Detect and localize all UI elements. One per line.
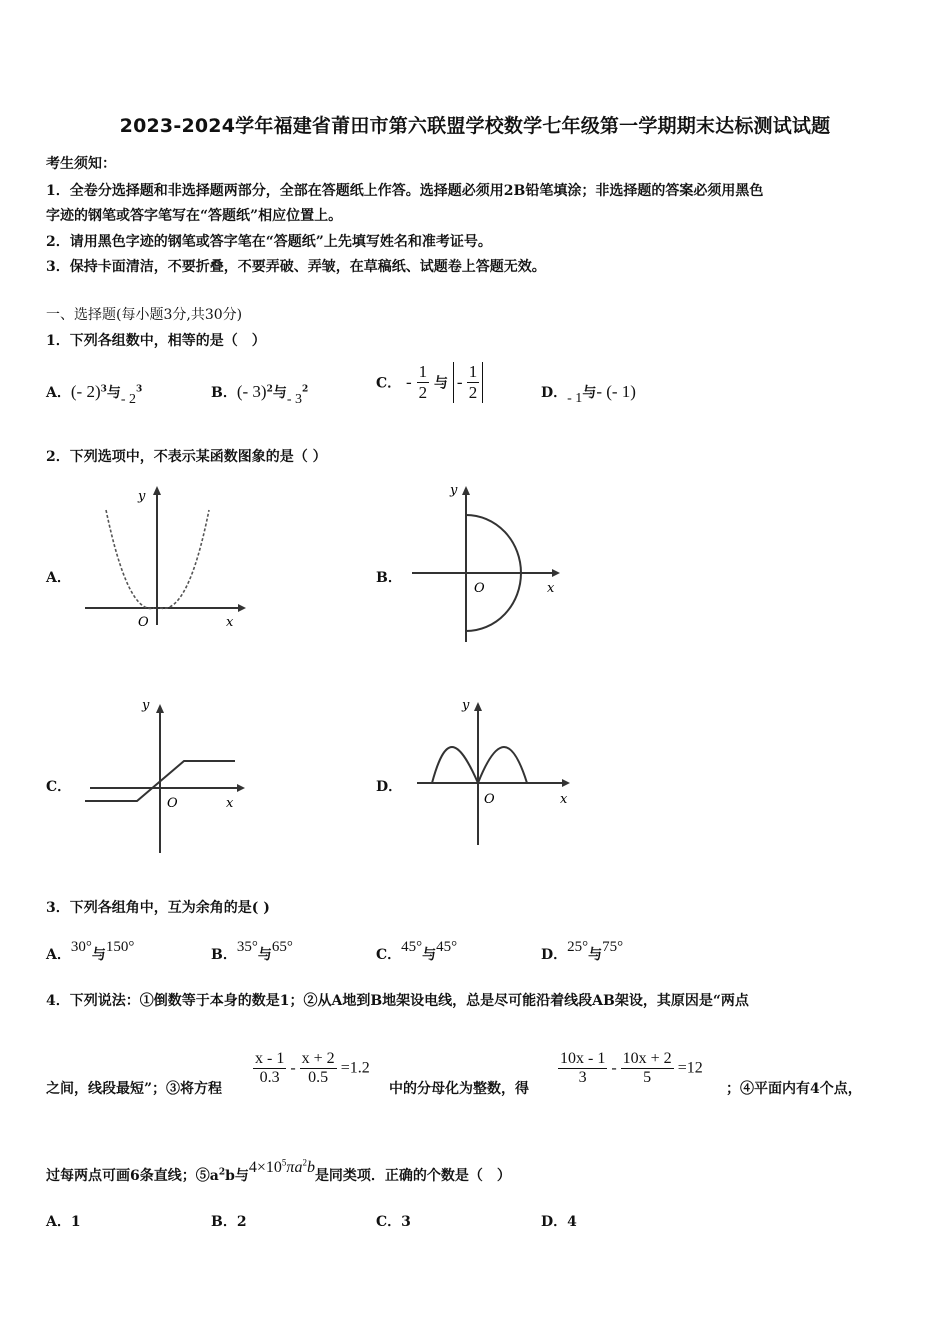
q4-line-3b: 是同类项．正确的个数是（ ） xyxy=(314,1168,511,1184)
q2-graph-c xyxy=(85,695,255,860)
q3-d-angle2: 75° xyxy=(602,939,624,955)
notice-line-1b: 字迹的钢笔或答字笔写在“答题纸”相应位置上。 xyxy=(46,208,343,224)
q2-graph-d xyxy=(412,695,582,855)
q4-eq1-den1: 0.3 xyxy=(259,1069,280,1086)
section-heading: 一、选择题(每小题3分,共30分) xyxy=(46,307,243,323)
q1-c-fraction xyxy=(417,362,430,403)
q4-option-b[interactable]: B．2 xyxy=(211,1214,247,1230)
q4-equation-2 xyxy=(558,1050,703,1087)
q4-line-3a: 过每两点可画6条直线；⑤ xyxy=(46,1168,210,1184)
q1-a-right-exp: 3 xyxy=(136,384,143,395)
q4-option-d[interactable]: D．4 xyxy=(541,1214,577,1230)
q4-ab-a: a xyxy=(209,1168,219,1184)
q4-line-3 xyxy=(46,1157,511,1185)
q3-d-yu: 与 xyxy=(588,947,603,963)
q2-option-b[interactable]: B． xyxy=(376,570,402,586)
q3-stem: 3．下列各组角中，互为余角的是( ) xyxy=(46,900,270,916)
q4-eq1-op: - xyxy=(290,1059,296,1077)
q3-b-angle2: 65° xyxy=(271,939,293,955)
q1-c-abs xyxy=(453,362,483,403)
q2-option-a[interactable]: A． xyxy=(46,570,71,586)
q4-eq2-den2: 5 xyxy=(643,1069,652,1086)
q4-eq2-den1: 3 xyxy=(578,1069,587,1086)
q1-c-yu: 与 xyxy=(433,375,448,392)
q1-a-yu: 与 xyxy=(106,385,121,401)
q4-eq2-num2: 10x + 2 xyxy=(622,1050,672,1067)
q2-graph-a xyxy=(80,480,250,630)
q1-d-label: D． xyxy=(541,385,568,401)
q1-a-right: - 2 xyxy=(120,392,137,407)
q3-a-label: A． xyxy=(46,947,71,963)
q2-d-y-label: y xyxy=(462,698,470,713)
q4-option-c[interactable]: C．3 xyxy=(376,1214,411,1230)
q3-a-yu: 与 xyxy=(91,947,106,963)
q1-a-left-exp: 3 xyxy=(100,384,107,395)
q4-line-2a: 之间，线段最短”；③将方程 xyxy=(46,1081,223,1097)
q3-option-a[interactable] xyxy=(46,936,135,963)
q2-option-d[interactable]: D． xyxy=(376,779,403,795)
q3-c-label: C． xyxy=(376,947,402,963)
q2-graph-b xyxy=(410,480,570,650)
q3-option-d[interactable] xyxy=(541,936,624,963)
q4-eq2-num1: 10x - 1 xyxy=(560,1050,606,1067)
q2-b-origin: O xyxy=(474,581,485,596)
q1-c-label: C． xyxy=(376,375,402,392)
q2-a-origin: O xyxy=(138,615,149,630)
q1-c-abs-den: 2 xyxy=(468,383,478,402)
q3-d-label: D． xyxy=(541,947,568,963)
q2-a-x-label: x xyxy=(226,615,234,630)
q3-option-b[interactable] xyxy=(211,936,293,963)
q4-eq2-op: - xyxy=(611,1059,617,1077)
q1-option-a[interactable] xyxy=(46,382,143,407)
q2-a-y-label: y xyxy=(138,489,146,504)
q2-c-y-label: y xyxy=(142,698,150,713)
q4-eq1-den2: 0.5 xyxy=(308,1069,329,1086)
q4-line-2c: ；④平面内有4个点， xyxy=(726,1081,862,1097)
q2-c-origin: O xyxy=(167,796,178,811)
q1-b-left: (- 3) xyxy=(236,382,267,401)
notice-line-2: 2．请用黑色字迹的钢笔或答字笔在“答题纸”上先填写姓名和准考证号。 xyxy=(46,234,492,250)
q1-b-yu: 与 xyxy=(272,385,287,401)
q3-option-c[interactable] xyxy=(376,936,458,963)
q3-a-angle2: 150° xyxy=(105,939,135,955)
q1-b-left-exp: 2 xyxy=(266,384,273,395)
q4-line-2b: 中的分母化为整数，得 xyxy=(389,1081,529,1097)
q3-a-angle1: 30° xyxy=(70,939,92,955)
q4-yu: 与 xyxy=(234,1168,249,1184)
q1-b-right: - 3 xyxy=(286,392,303,407)
q4-option-a[interactable]: A．1 xyxy=(46,1214,81,1230)
q3-d-angle1: 25° xyxy=(567,939,589,955)
q1-option-c[interactable] xyxy=(376,362,483,403)
notice-line-3: 3．保持卡面清洁，不要折叠，不要弄破、弄皱，在草稿纸、试题卷上答题无效。 xyxy=(46,259,546,275)
q4-ab-b: b xyxy=(225,1168,235,1184)
q1-b-right-exp: 2 xyxy=(302,384,309,395)
q1-option-b[interactable] xyxy=(211,382,309,407)
q4-eq2-rhs: =12 xyxy=(677,1059,703,1077)
q3-b-yu: 与 xyxy=(257,947,272,963)
q1-stem: 1．下列各组数中，相等的是（ ） xyxy=(46,333,266,349)
q1-d-right: - (- 1) xyxy=(596,382,636,401)
q2-b-y-label: y xyxy=(450,483,458,498)
q1-c-inner-neg: - xyxy=(456,372,463,392)
q3-c-angle2: 45° xyxy=(436,939,458,955)
notice-line-1a: 1．全卷分选择题和非选择题两部分，全部在答题纸上作答。选择题必须用2B铅笔填涂；非选择题的答案必须用黑色 xyxy=(46,183,764,199)
q4-ab-exp: 2 xyxy=(218,1167,226,1178)
q4-eq1-rhs: =1.2 xyxy=(340,1059,370,1077)
q2-option-c[interactable]: C． xyxy=(46,779,72,795)
q3-c-angle1: 45° xyxy=(401,939,423,955)
q1-b-label: B． xyxy=(211,385,237,401)
q1-c-den: 2 xyxy=(418,383,428,402)
q3-b-angle1: 35° xyxy=(236,939,258,955)
q1-a-label: A． xyxy=(46,385,71,401)
q1-c-neg: - xyxy=(406,372,412,392)
q1-c-num: 1 xyxy=(418,362,428,381)
page-title: 2023-2024学年福建省莆田市第六联盟学校数学七年级第一学期期末达标测试试题 xyxy=(119,115,831,137)
q4-eq1-num1: x - 1 xyxy=(255,1050,285,1067)
q4-term: $4\times 10^5\pi a^2b$ xyxy=(248,1157,315,1176)
q3-c-yu: 与 xyxy=(422,947,437,963)
q1-d-left: - 1 xyxy=(567,391,583,406)
q3-b-label: B． xyxy=(211,947,237,963)
q4-line-1: 4．下列说法：①倒数等于本身的数是1；②从A地到B地架设电线，总是尽可能沿着线段AB架设，其原因是“两点 xyxy=(46,993,749,1009)
q2-c-x-label: x xyxy=(226,796,234,811)
q1-a-left: (- 2) xyxy=(70,382,101,401)
q2-b-x-label: x xyxy=(547,581,555,596)
q1-d-yu: 与 xyxy=(582,385,597,401)
q4-equation-1 xyxy=(253,1050,370,1087)
q1-option-d[interactable] xyxy=(541,382,636,406)
q4-eq1-num2: x + 2 xyxy=(301,1050,335,1067)
q2-d-origin: O xyxy=(484,792,495,807)
notice-heading: 考生须知： xyxy=(46,156,116,172)
q2-d-x-label: x xyxy=(560,792,568,807)
q2-stem: 2．下列选项中，不表示某函数图象的是（ ） xyxy=(46,449,327,465)
q1-c-abs-num: 1 xyxy=(468,362,478,381)
